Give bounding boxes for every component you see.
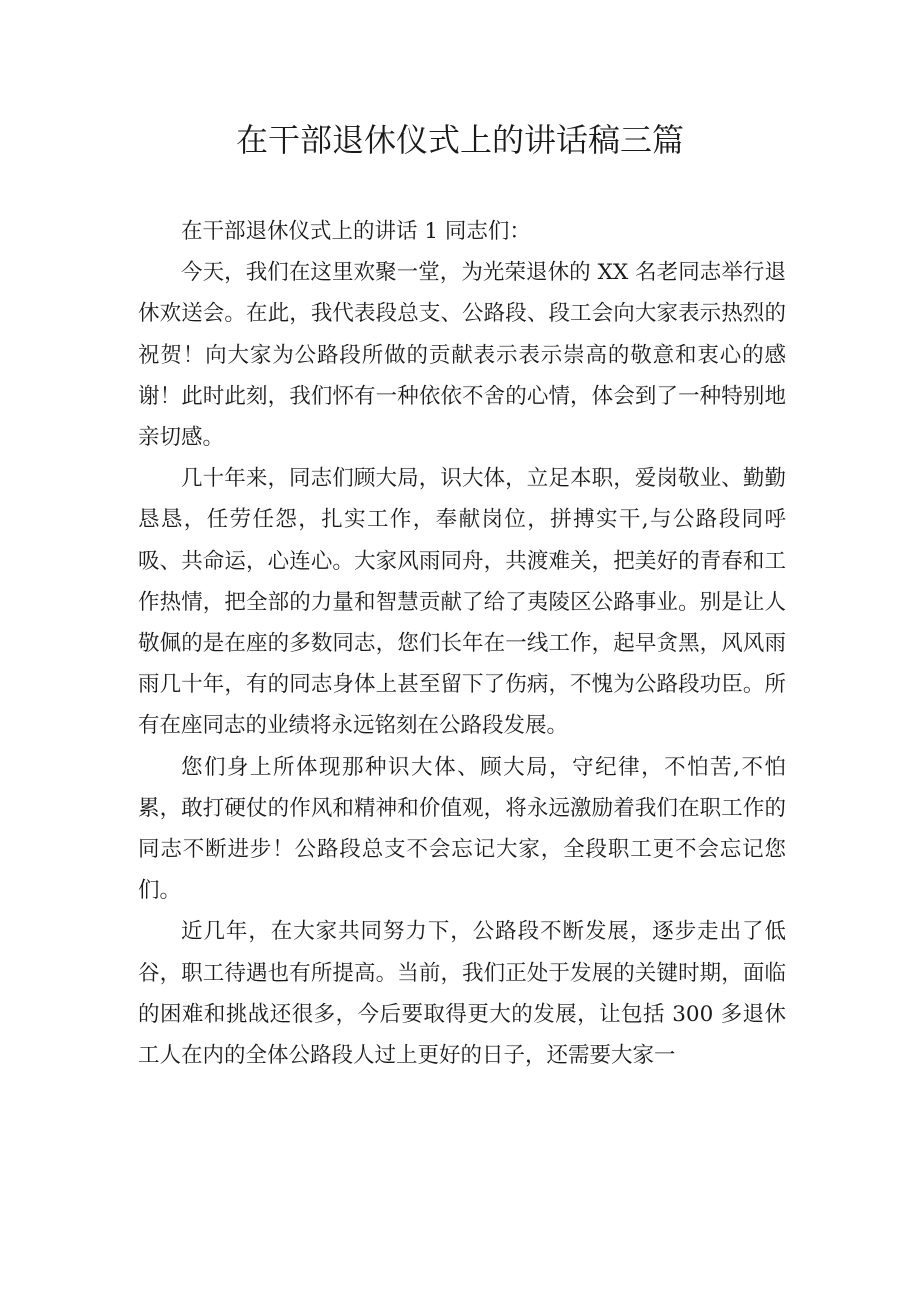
document-body [138, 211, 786, 1076]
paragraph-decades: 几十年来，同志们顾大局，识大体，立足本职，爱岗敬业、勤勤恳恳，任劳任怨，扎实工作，奉献岗位，拼搏实干,与公路段同呼吸、共命运，心连心。大家风雨同舟，共渡难关，把美好的青春和工作热情，把全部的力量和智慧贡献了给了夷陵区公路事业。别是让人敬佩的是在座的多数同志，您们长年在一线工作，起早贪黑，风风雨雨几十年，有的同志身体上甚至留下了伤病，不愧为公路段功臣。所有在座同志的业绩将永远铭刻在公路段发展。 [138, 466, 786, 739]
paragraph-spirit: 您们身上所体现那种识大体、顾大局，守纪律，不怕苦,不怕累，敢打硬仗的作风和精神和价值观，将永远激励着我们在职工作的同志不断进步！公路段总支不会忘记大家，全段职工更不会忘记您们。 [138, 754, 786, 904]
paragraph-welcome: 今天，我们在这里欢聚一堂，为光荣退休的 XX 名老同志举行退休欢送会。在此，我代表段总支、公路段、段工会向大家表示热烈的祝贺！向大家为公路段所做的贡献表示表示崇高的敬意和衷心的感谢！此时此刻，我们怀有一种依依不舍的心情，体会到了一种特别地亲切感。 [138, 260, 786, 451]
paragraph-recent-years: 近几年，在大家共同努力下，公路段不断发展，逐步走出了低谷，职工待遇也有所提高。当前，我们正处于发展的关键时期，面临的困难和挑战还很多，今后要取得更大的发展，让包括 300 多退休工人在内的全体公路段人过上更好的日子，还需要大家一 [138, 919, 786, 1069]
paragraph-greeting: 在干部退休仪式上的讲话 1 同志们： [181, 219, 531, 244]
document-title: 在干部退休仪式上的讲话稿三篇 [235, 121, 684, 159]
